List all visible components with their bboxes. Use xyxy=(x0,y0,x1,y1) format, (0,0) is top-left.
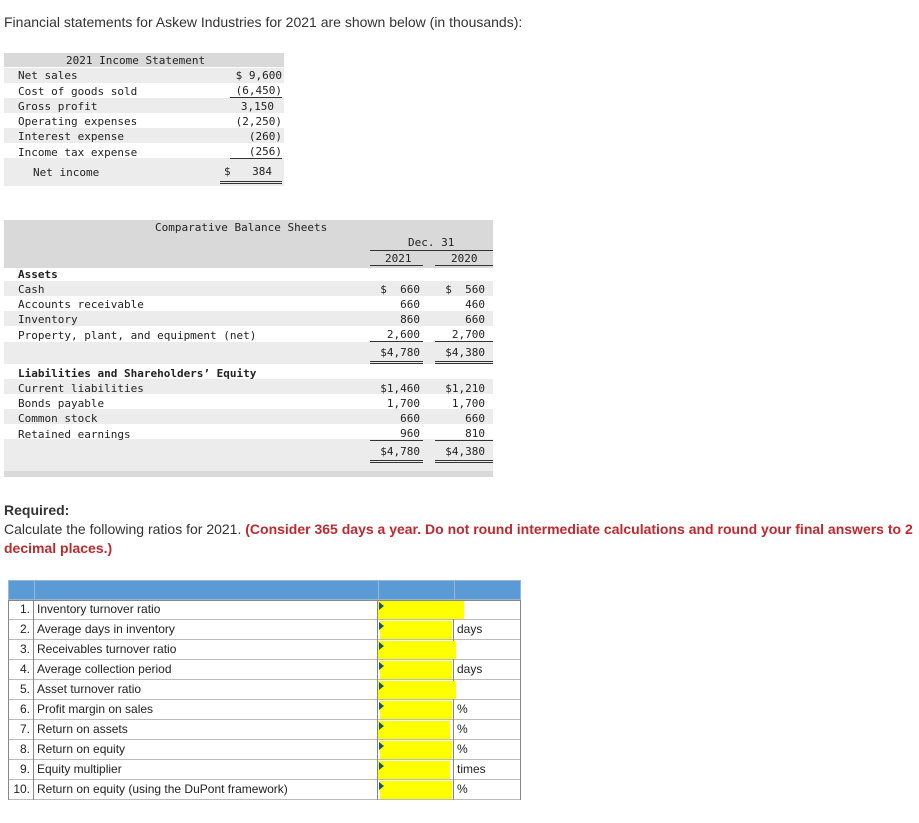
income-statement-title: 2021 Income Statement xyxy=(66,54,206,67)
ratio-unit: % xyxy=(454,720,521,740)
input-marker-icon xyxy=(379,722,384,730)
input-marker-icon xyxy=(379,602,384,610)
intro-text: Financial statements for Askew Industries for 2021 are shown below (in thousands): xyxy=(4,14,523,30)
answer-highlight xyxy=(380,741,452,759)
ratio-label: Asset turnover ratio xyxy=(34,680,378,700)
ratio-answer-input[interactable] xyxy=(378,720,454,740)
ratio-unit xyxy=(454,640,521,660)
ratio-answer-input[interactable] xyxy=(378,700,454,720)
required-title: Required: xyxy=(4,502,70,518)
ratio-number: 2. xyxy=(8,620,34,640)
bs-label-inventory: Inventory xyxy=(18,313,78,326)
input-marker-icon xyxy=(379,622,384,630)
ratio-row xyxy=(8,600,521,620)
required-note: (Consider 365 days a year. Do not round intermediate calculations and round your final answers to 2 decimal places.) xyxy=(4,521,913,556)
bs-col-rule-2021 xyxy=(370,265,423,266)
bs-2021-ppe: 2,600 xyxy=(370,328,423,342)
is-label-opex: Operating expenses xyxy=(18,115,138,128)
is-value-gross-profit: 3,150 xyxy=(240,100,274,113)
ratio-label: Receivables turnover ratio xyxy=(34,640,378,660)
bs-label-cash: Cash xyxy=(18,283,45,296)
ratio-unit xyxy=(454,600,521,620)
ratio-unit: days xyxy=(454,620,521,640)
bs-label-ar: Accounts receivable xyxy=(18,298,144,311)
input-marker-icon xyxy=(379,662,384,670)
answer-highlight xyxy=(380,781,452,799)
answer-highlight xyxy=(378,641,456,659)
ratio-label: Return on assets xyxy=(34,720,378,740)
ratio-number: 8. xyxy=(8,740,34,760)
bs-2020-bonds: 1,700 xyxy=(451,397,485,410)
bs-2020-common-stock: 660 xyxy=(465,412,485,425)
is-net-dollar: $ xyxy=(224,165,231,178)
bs-2021-current-liab: $1,460 xyxy=(380,382,420,395)
ratio-label: Inventory turnover ratio xyxy=(34,600,378,620)
ratio-row xyxy=(8,640,521,660)
bs-col-2020: 2020 xyxy=(451,252,478,265)
is-net-income-box xyxy=(220,164,282,184)
bs-2021-ar: 660 xyxy=(400,298,420,311)
is-label-interest: Interest expense xyxy=(18,130,124,143)
answer-highlight xyxy=(378,761,450,779)
is-value-net-sales: $ 9,600 xyxy=(235,69,282,82)
is-label-tax: Income tax expense xyxy=(18,146,138,159)
answer-highlight xyxy=(378,721,450,739)
required-text xyxy=(4,520,914,558)
ratio-number: 6. xyxy=(8,700,34,720)
is-label-cogs: Cost of goods sold xyxy=(18,85,138,98)
ratio-unit: % xyxy=(454,740,521,760)
ratio-label: Return on equity (using the DuPont framework) xyxy=(34,780,378,800)
input-marker-icon xyxy=(379,682,384,690)
ratio-row xyxy=(8,720,521,740)
is-net-value: 384 xyxy=(252,165,272,178)
input-marker-icon xyxy=(379,742,384,750)
ratio-row xyxy=(8,620,521,640)
input-marker-icon xyxy=(379,782,384,790)
ratio-number: 7. xyxy=(8,720,34,740)
bs-2020-ppe: 2,700 xyxy=(435,328,493,342)
bs-label-ppe: Property, plant, and equipment (net) xyxy=(18,329,257,342)
input-marker-icon xyxy=(379,702,384,710)
bs-date-rule xyxy=(370,250,493,251)
bs-2021-common-stock: 660 xyxy=(400,412,420,425)
input-marker-icon xyxy=(379,642,384,650)
bs-2021-liab-total: $4,780 xyxy=(370,445,423,463)
balance-sheet-footer xyxy=(4,471,493,477)
ratio-answer-input[interactable] xyxy=(378,680,454,700)
ratio-answer-input[interactable] xyxy=(378,760,454,780)
required-instruction: Calculate the following ratios for 2021. xyxy=(4,521,246,537)
bs-2021-assets-total: $4,780 xyxy=(370,346,423,364)
answer-highlight xyxy=(378,681,456,699)
bs-2021-retained: 960 xyxy=(370,427,423,441)
ratio-number: 9. xyxy=(8,760,34,780)
ratio-table-header xyxy=(8,580,521,600)
bs-label-common-stock: Common stock xyxy=(18,412,98,425)
answer-highlight xyxy=(380,701,452,719)
ratio-number: 4. xyxy=(8,660,34,680)
is-value-tax: (256) xyxy=(230,145,282,159)
bs-assets-heading: Assets xyxy=(18,268,58,281)
ratio-number: 5. xyxy=(8,680,34,700)
ratio-number: 1. xyxy=(8,600,34,620)
ratio-row xyxy=(8,660,521,680)
ratio-row xyxy=(8,700,521,720)
ratio-label: Average collection period xyxy=(34,660,378,680)
bs-label-current-liab: Current liabilities xyxy=(18,382,144,395)
ratio-answer-input[interactable] xyxy=(378,600,454,620)
bs-2020-liab-total: $4,380 xyxy=(435,445,493,463)
ratio-answer-input[interactable] xyxy=(378,620,454,640)
ratio-label: Average days in inventory xyxy=(34,620,378,640)
ratio-number: 10. xyxy=(8,780,34,800)
bs-label-bonds: Bonds payable xyxy=(18,397,105,410)
ratio-number: 3. xyxy=(8,640,34,660)
ratio-row xyxy=(8,680,521,700)
is-value-opex: (2,250) xyxy=(235,115,282,128)
ratio-label: Profit margin on sales xyxy=(34,700,378,720)
bs-2020-current-liab: $1,210 xyxy=(445,382,485,395)
bs-2020-cash: $ 560 xyxy=(445,283,485,296)
bs-2021-bonds: 1,700 xyxy=(386,397,420,410)
ratio-answer-input[interactable] xyxy=(378,640,454,660)
input-marker-icon xyxy=(379,762,384,770)
ratio-answer-input[interactable] xyxy=(378,780,454,800)
bs-2020-inventory: 660 xyxy=(465,313,485,326)
is-label-net-sales: Net sales xyxy=(18,69,78,82)
ratio-answer-input[interactable] xyxy=(378,660,454,680)
bs-2020-assets-total: $4,380 xyxy=(435,346,493,364)
bs-col-2021: 2021 xyxy=(385,252,412,265)
is-label-gross-profit: Gross profit xyxy=(18,100,98,113)
bs-2021-cash: $ 660 xyxy=(380,283,420,296)
bs-2020-retained: 810 xyxy=(435,427,493,441)
answer-highlight xyxy=(380,661,452,679)
ratio-unit: % xyxy=(454,700,521,720)
is-value-interest: (260) xyxy=(248,130,282,143)
answer-highlight xyxy=(378,601,464,619)
is-value-cogs: (6,450) xyxy=(230,84,282,98)
bs-2020-ar: 460 xyxy=(465,298,485,311)
ratio-label: Equity multiplier xyxy=(34,760,378,780)
bs-liab-heading: Liabilities and Shareholders’ Equity xyxy=(18,367,257,380)
ratio-label: Return on equity xyxy=(34,740,378,760)
ratio-unit: days xyxy=(454,660,521,680)
ratio-answer-input[interactable] xyxy=(378,740,454,760)
is-label-net-income: Net income xyxy=(33,166,100,179)
ratio-row xyxy=(8,740,521,760)
ratio-unit xyxy=(454,680,521,700)
ratio-unit: % xyxy=(454,780,521,800)
answer-highlight xyxy=(380,621,452,639)
bs-col-rule-2020 xyxy=(435,265,493,266)
ratio-row xyxy=(8,760,521,780)
ratio-unit: times xyxy=(454,760,521,780)
bs-2021-inventory: 860 xyxy=(400,313,420,326)
bs-date-header: Dec. 31 xyxy=(408,236,455,249)
ratio-row xyxy=(8,780,521,800)
bs-label-retained: Retained earnings xyxy=(18,428,131,441)
balance-sheet-title: Comparative Balance Sheets xyxy=(155,221,328,234)
